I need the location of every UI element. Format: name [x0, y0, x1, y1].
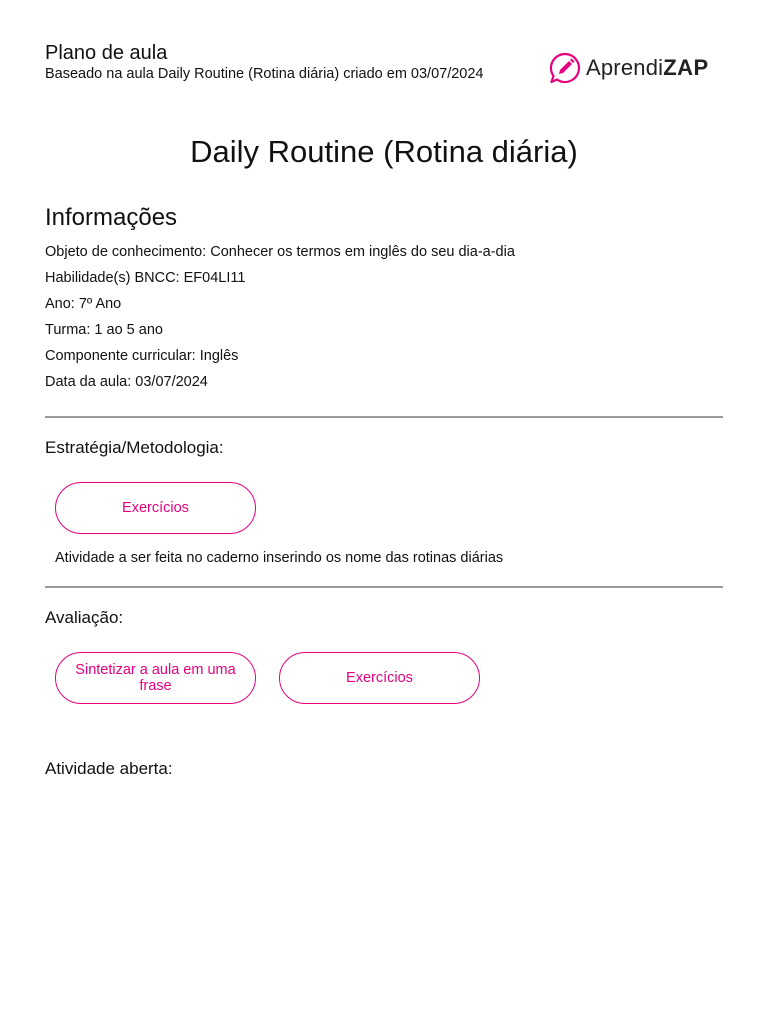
info-item: Habilidade(s) BNCC: EF04LI11 [45, 270, 246, 286]
header-title: Plano de aula [45, 42, 168, 64]
header [45, 42, 485, 83]
section-divider [45, 586, 723, 588]
open-activity-heading: Atividade aberta: [45, 759, 173, 778]
evaluation-tag-sintetizar[interactable]: Sintetizar a aula em uma frase [55, 652, 256, 704]
info-item: Objeto de conhecimento: Conhecer os termos em inglês do seu dia-a-dia [45, 244, 515, 260]
header-subtitle: Baseado na aula Daily Routine (Rotina diária) criado em 03/07/2024 [45, 66, 484, 82]
info-list [45, 239, 515, 395]
logo-text-light: Aprendi [586, 55, 664, 80]
evaluation-heading: Avaliação: [45, 608, 124, 627]
aprendizap-logo [548, 51, 709, 85]
info-heading: Informações [45, 204, 178, 231]
strategy-description: Atividade a ser feita no caderno inserindo os nome das rotinas diárias [55, 550, 504, 566]
strategy-heading: Estratégia/Metodologia: [45, 438, 224, 457]
document-title: Daily Routine (Rotina diária) [190, 134, 578, 169]
info-item: Componente curricular: Inglês [45, 348, 239, 364]
evaluation-tag-exercicios[interactable]: Exercícios [279, 652, 480, 704]
logo-text [586, 55, 709, 81]
pencil-chat-icon [548, 51, 582, 85]
info-item: Data da aula: 03/07/2024 [45, 374, 208, 390]
section-divider [45, 416, 723, 418]
strategy-tag-exercicios[interactable]: Exercícios [55, 482, 256, 534]
logo-text-bold: ZAP [663, 55, 709, 80]
info-item: Ano: 7º Ano [45, 296, 122, 312]
info-item: Turma: 1 ao 5 ano [45, 322, 163, 338]
